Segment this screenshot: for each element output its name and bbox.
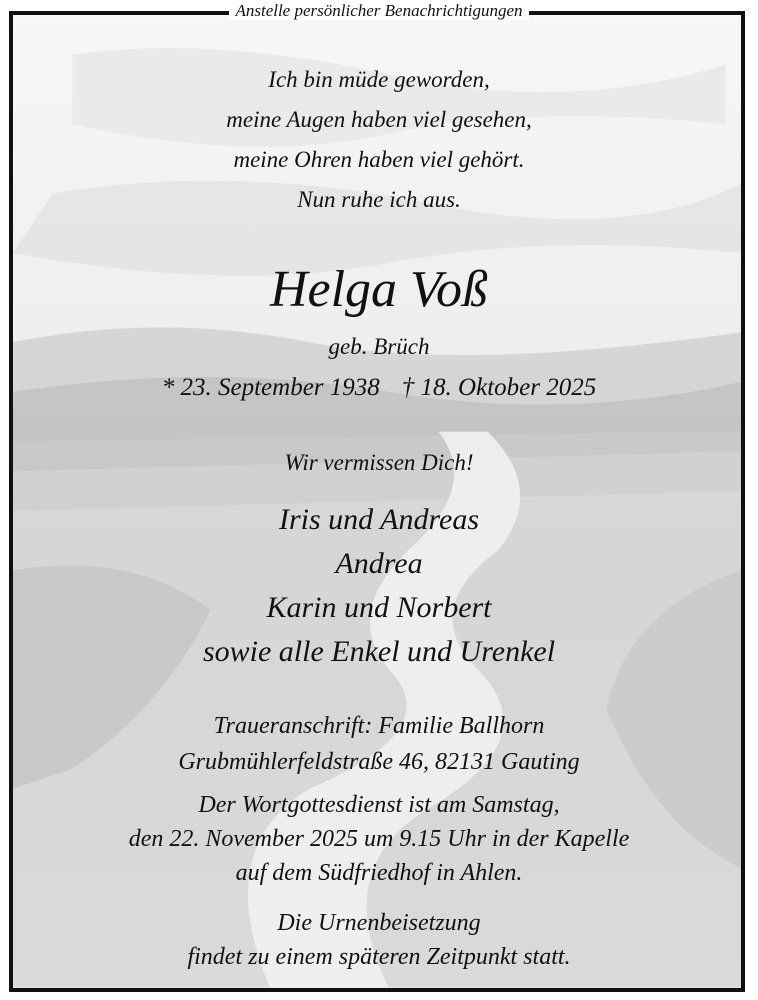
- mourner: sowie alle Enkel und Urenkel: [202, 635, 556, 668]
- mourning-address: [0, 708, 758, 780]
- address-line: Grubmühlerfeldstraße 46, 82131 Gauting: [178, 749, 580, 775]
- mourner: Karin und Norbert: [266, 591, 492, 624]
- life-dates: [0, 370, 758, 406]
- service-line: auf dem Südfriedhof in Ahlen.: [235, 860, 523, 886]
- poem: [0, 60, 758, 220]
- poem-line: Ich bin müde geworden,: [268, 67, 490, 92]
- maiden-name: geb. Brüch: [328, 334, 430, 359]
- mourners-list: [0, 498, 758, 674]
- service-info: [0, 788, 758, 890]
- urn-line: Die Urnenbeisetzung: [277, 910, 481, 936]
- urn-info: [0, 906, 758, 974]
- message: Wir vermissen Dich!: [284, 450, 474, 475]
- death-date: † 18. Oktober 2025: [401, 374, 597, 401]
- poem-line: meine Augen haben viel gesehen,: [226, 107, 532, 132]
- address-line: Traueranschrift: Familie Ballhorn: [213, 713, 545, 739]
- mourner: Iris und Andreas: [278, 503, 479, 536]
- service-line: den 22. November 2025 um 9.15 Uhr in der Kapelle: [128, 826, 630, 852]
- poem-line: meine Ohren haben viel gehört.: [233, 147, 525, 172]
- header-text: Anstelle persönlicher Benachrichtigungen: [229, 1, 528, 20]
- mourner: Andrea: [335, 547, 423, 580]
- header-caption: [0, 0, 758, 22]
- poem-line: Nun ruhe ich aus.: [297, 187, 461, 212]
- birth-date: * 23. September 1938: [161, 374, 380, 401]
- urn-line: findet zu einem späteren Zeitpunkt statt.: [187, 944, 571, 970]
- deceased-name: Helga Voß: [269, 261, 489, 318]
- service-line: Der Wortgottesdienst ist am Samstag,: [198, 792, 560, 818]
